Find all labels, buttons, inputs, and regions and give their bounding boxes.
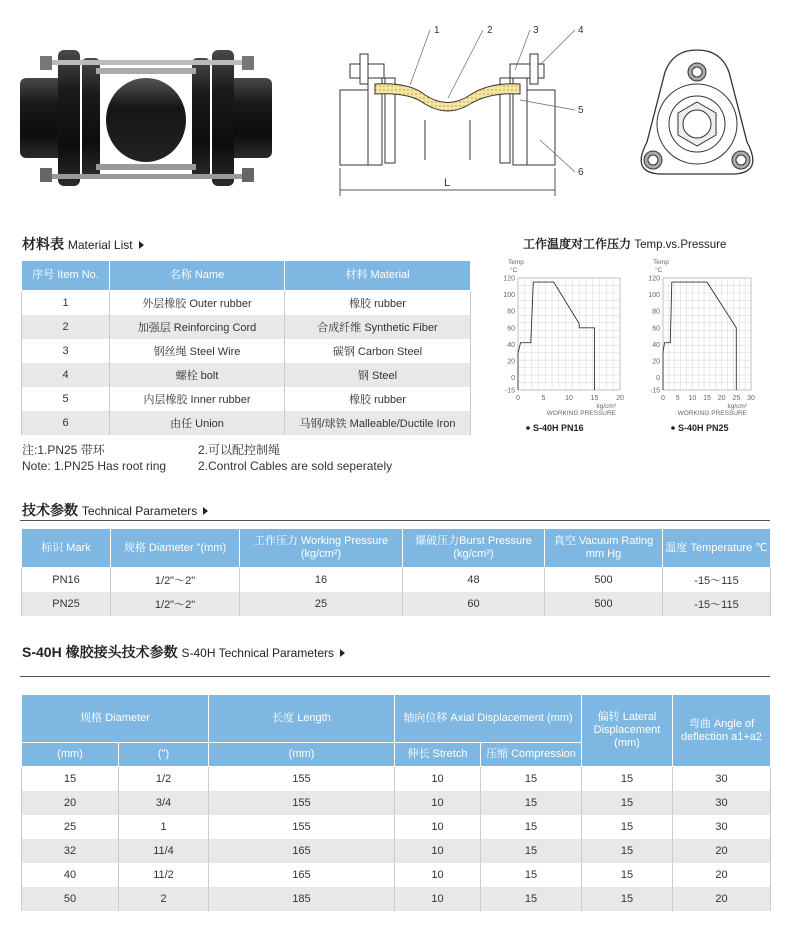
x-tick-label: 15 xyxy=(703,395,711,402)
y-tick-label: -15 xyxy=(649,387,660,395)
th-vacuum: 真空 Vacuum Rating mm Hg xyxy=(545,529,663,568)
th-item: 序号 Item No. xyxy=(22,261,110,291)
table-cell: 3 xyxy=(22,339,110,363)
callout-1: 1 xyxy=(434,25,440,36)
arrow-right-icon xyxy=(340,649,345,657)
y-tick-label: 20 xyxy=(507,358,515,366)
x-axis-unit: kg/cm² xyxy=(727,403,747,410)
table-cell: 3/4 xyxy=(119,791,209,815)
x-tick-label: 0 xyxy=(516,395,520,402)
material-table xyxy=(21,260,471,435)
table-cell: 2 xyxy=(22,315,110,339)
table-cell: 48 xyxy=(403,568,545,592)
x-tick-label: 20 xyxy=(717,395,726,402)
th-mm: (mm) xyxy=(22,743,119,767)
material-list-title: 材料表 Material List xyxy=(22,234,144,254)
th-stretch: 伸长 Stretch xyxy=(395,743,481,767)
th-inch: (") xyxy=(119,743,209,767)
th-burst-pressure: 爆破压力Burst Pressure (kg/cm²) xyxy=(403,529,545,568)
th-material: 材料 Material xyxy=(285,261,471,291)
table-row xyxy=(22,767,771,791)
x-tick-label: 0 xyxy=(661,395,665,402)
dim-label: L xyxy=(444,177,451,189)
table-cell: 20 xyxy=(673,863,771,887)
temp-pressure-title: 工作温度对工作压力 Temp.vs.Pressure xyxy=(523,237,727,251)
table-cell: 60 xyxy=(403,592,545,616)
note-1a: 注:1.PN25 带环 xyxy=(22,443,105,457)
y-tick-label: 80 xyxy=(507,308,515,316)
table-cell: 15 xyxy=(582,887,673,911)
y-tick-label: 20 xyxy=(652,358,660,366)
y-axis-label: Temp xyxy=(653,259,669,266)
y-tick-label: 120 xyxy=(503,275,515,283)
y-tick-label: 60 xyxy=(507,325,515,333)
table-cell: 橡胶 rubber xyxy=(285,387,471,411)
table-row xyxy=(22,339,471,363)
note-2a: Note: 1.PN25 Has root ring xyxy=(22,459,167,473)
x-axis-label: WORKING PRESSURE xyxy=(546,410,616,417)
table-cell: 16 xyxy=(240,568,403,592)
table-cell: 500 xyxy=(545,592,663,616)
y-tick-label: 80 xyxy=(652,308,660,316)
table-cell: 10 xyxy=(395,767,481,791)
temp-pressure-charts xyxy=(490,255,780,450)
table-row xyxy=(22,411,471,435)
table-row xyxy=(22,387,471,411)
table-cell: 11/4 xyxy=(119,839,209,863)
x-tick-label: 30 xyxy=(747,395,755,402)
x-tick-label: 5 xyxy=(541,395,546,402)
table-cell: -15～115 xyxy=(663,592,771,616)
th-diameter: 规格 Diameter "(mm) xyxy=(111,529,240,568)
y-tick-label: 0 xyxy=(656,375,660,383)
table-cell: 500 xyxy=(545,568,663,592)
y-tick-label: 40 xyxy=(652,341,660,349)
table-cell: 10 xyxy=(395,887,481,911)
table-cell: 11/2 xyxy=(119,863,209,887)
table-cell: 15 xyxy=(481,767,582,791)
table-cell: 15 xyxy=(582,863,673,887)
th-working-pressure: 工作压力 Working Pressure (kg/cm²) xyxy=(240,529,403,568)
table-cell: 155 xyxy=(209,815,395,839)
table-cell: 4 xyxy=(22,363,110,387)
th-lateral: 偏转 Lateral Displacement (mm) xyxy=(582,695,673,767)
table-row xyxy=(22,887,771,911)
table-cell: PN25 xyxy=(22,592,111,616)
th-length-mm: (mm) xyxy=(209,743,395,767)
product-photo xyxy=(20,40,272,195)
table-cell: 10 xyxy=(395,863,481,887)
table-cell: 橡胶 rubber xyxy=(285,291,471,315)
bullet-icon xyxy=(671,426,675,430)
table-cell: 碳钢 Carbon Steel xyxy=(285,339,471,363)
th-name: 名称 Name xyxy=(110,261,285,291)
y-axis-label: Temp xyxy=(508,259,524,266)
x-axis-label: WORKING PRESSURE xyxy=(677,410,747,417)
callout-4: 4 xyxy=(578,25,584,36)
table-cell: 1/2 xyxy=(119,767,209,791)
table-row xyxy=(22,568,771,592)
chart-title: S-40H PN16 xyxy=(533,423,584,433)
table-cell: 15 xyxy=(582,791,673,815)
callout-2: 2 xyxy=(487,25,493,36)
y-tick-label: 120 xyxy=(648,275,660,283)
x-tick-label: 25 xyxy=(732,395,741,402)
arrow-right-icon xyxy=(139,241,144,249)
notes xyxy=(22,442,462,474)
table-cell: 螺栓 bolt xyxy=(110,363,285,387)
bullet-icon xyxy=(526,426,530,430)
table-cell: 20 xyxy=(673,839,771,863)
y-tick-label: 100 xyxy=(648,292,660,300)
table-row xyxy=(22,363,471,387)
y-tick-label: 0 xyxy=(511,375,515,383)
table-cell: 165 xyxy=(209,839,395,863)
table-cell: 合成纤维 Synthetic Fiber xyxy=(285,315,471,339)
table-cell: 50 xyxy=(22,887,119,911)
x-axis-unit: kg/cm² xyxy=(596,403,616,410)
table-cell: 25 xyxy=(22,815,119,839)
table-cell: 马钢/球铁 Malleable/Ductile Iron xyxy=(285,411,471,435)
y-axis-unit: °C xyxy=(510,267,518,274)
s40h-table xyxy=(21,694,771,911)
section-drawing xyxy=(330,20,600,200)
y-tick-label: 100 xyxy=(503,292,515,300)
th-length: 长度 Length xyxy=(209,695,395,743)
plot-area xyxy=(663,278,751,390)
table-cell: 15 xyxy=(481,887,582,911)
table-cell: 15 xyxy=(582,815,673,839)
table-cell: 1 xyxy=(22,291,110,315)
chart-title: S-40H PN25 xyxy=(678,423,729,433)
table-cell: 钢 Steel xyxy=(285,363,471,387)
table-cell: 10 xyxy=(395,839,481,863)
table-row xyxy=(22,592,771,616)
table-cell: 185 xyxy=(209,887,395,911)
callout-3: 3 xyxy=(533,25,539,36)
table-cell: 15 xyxy=(582,839,673,863)
table-row xyxy=(22,791,771,815)
table-cell: 外层橡胶 Outer rubber xyxy=(110,291,285,315)
table-cell: 15 xyxy=(22,767,119,791)
table-cell: 30 xyxy=(673,791,771,815)
th-angle: 弯曲 Angle of deflection a1+a2 xyxy=(673,695,771,767)
table-cell: 165 xyxy=(209,863,395,887)
table-cell: 25 xyxy=(240,592,403,616)
th-mark: 标识 Mark xyxy=(22,529,111,568)
note-1b: 2.可以配控制绳 xyxy=(198,443,281,457)
table-cell: 钢丝绳 Steel Wire xyxy=(110,339,285,363)
arrow-right-icon xyxy=(203,507,208,515)
note-2b: 2.Control Cables are sold seperately xyxy=(198,459,393,473)
table-cell: 30 xyxy=(673,815,771,839)
table-cell: 15 xyxy=(481,815,582,839)
end-view-drawing xyxy=(625,42,770,187)
table-cell: 1 xyxy=(119,815,209,839)
y-axis-unit: °C xyxy=(655,267,663,274)
y-tick-label: 40 xyxy=(507,341,515,349)
plot-area xyxy=(518,278,620,390)
table-cell: PN16 xyxy=(22,568,111,592)
table-cell: 由任 Union xyxy=(110,411,285,435)
table-cell: 15 xyxy=(481,863,582,887)
table-cell: 6 xyxy=(22,411,110,435)
table-row xyxy=(22,839,771,863)
s40h-title: S-40H 橡胶接头技术参数 S-40H Technical Parameters xyxy=(22,642,345,662)
table-cell: 40 xyxy=(22,863,119,887)
table-cell: 15 xyxy=(481,791,582,815)
tech-params-title: 技术参数 Technical Parameters xyxy=(22,500,208,520)
table-cell: 10 xyxy=(395,815,481,839)
table-cell: 5 xyxy=(22,387,110,411)
tech-params-table xyxy=(21,528,771,616)
x-tick-label: 20 xyxy=(616,395,624,402)
table-row xyxy=(22,315,471,339)
table-row xyxy=(22,291,471,315)
table-cell: 15 xyxy=(481,839,582,863)
th-temperature: 温度 Temperature ℃ xyxy=(663,529,771,568)
callout-5: 5 xyxy=(578,105,584,116)
x-tick-label: 5 xyxy=(675,395,680,402)
th-diameter: 规格 Diameter xyxy=(22,695,209,743)
table-cell: 155 xyxy=(209,767,395,791)
table-cell: 1/2"～2" xyxy=(111,592,240,616)
table-cell: 155 xyxy=(209,791,395,815)
table-cell: 20 xyxy=(22,791,119,815)
x-tick-label: 10 xyxy=(565,395,573,402)
th-axial: 轴向位移 Axial Displacement (mm) xyxy=(395,695,582,743)
callout-6: 6 xyxy=(578,167,584,178)
y-tick-label: -15 xyxy=(504,387,515,395)
table-cell: 1/2"～2" xyxy=(111,568,240,592)
table-cell: 32 xyxy=(22,839,119,863)
x-tick-label: 10 xyxy=(688,395,697,402)
table-cell: 15 xyxy=(582,767,673,791)
table-cell: -15～115 xyxy=(663,568,771,592)
table-cell: 30 xyxy=(673,767,771,791)
table-row xyxy=(22,815,771,839)
table-cell: 内层橡胶 Inner rubber xyxy=(110,387,285,411)
x-tick-label: 15 xyxy=(590,395,599,402)
th-compression: 压缩 Compression xyxy=(481,743,582,767)
table-cell: 加强层 Reinforcing Cord xyxy=(110,315,285,339)
table-row xyxy=(22,863,771,887)
table-cell: 2 xyxy=(119,887,209,911)
table-cell: 20 xyxy=(673,887,771,911)
y-tick-label: 60 xyxy=(652,325,660,333)
table-cell: 10 xyxy=(395,791,481,815)
